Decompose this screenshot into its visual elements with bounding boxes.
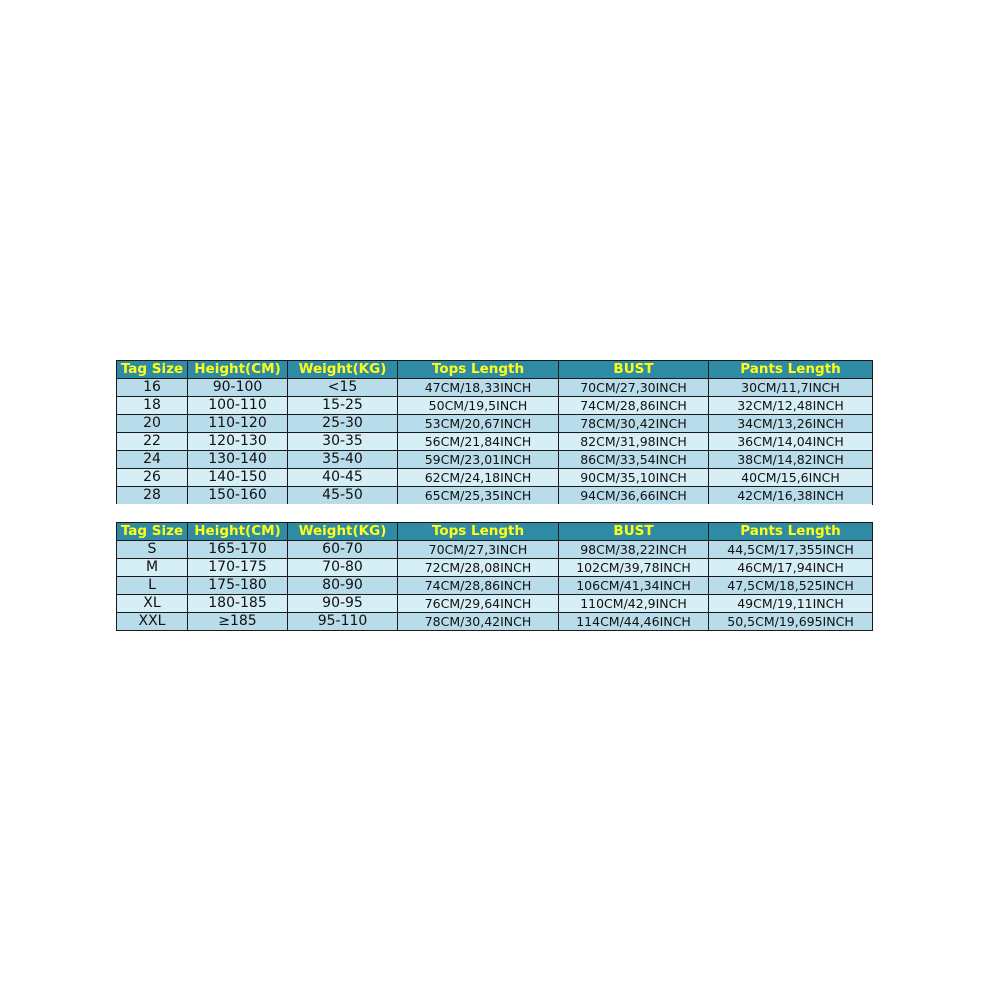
tops-length-cell: 59CM/23,01INCH [398,451,559,469]
column-header-tag-size: Tag Size [117,523,188,541]
column-header-bust: BUST [559,361,709,379]
height-cell: 100-110 [188,397,288,415]
bust-cell: 98CM/38,22INCH [559,541,709,559]
column-header-tops-length: Tops Length [398,523,559,541]
table-row [117,487,873,505]
tops-length-cell: 72CM/28,08INCH [398,559,559,577]
table-row [117,541,873,559]
pants-length-cell: 38CM/14,82INCH [709,451,873,469]
table-row [117,595,873,613]
table-row [117,559,873,577]
weight-cell: 45-50 [288,487,398,505]
tag-size-cell: L [117,577,188,595]
height-cell: ≥185 [188,613,288,631]
weight-cell: 90-95 [288,595,398,613]
tag-size-cell: 26 [117,469,188,487]
tag-size-cell: 28 [117,487,188,505]
table-row [117,379,873,397]
pants-length-cell: 42CM/16,38INCH [709,487,873,505]
kids-size-chart-table [116,360,873,505]
bust-cell: 74CM/28,86INCH [559,397,709,415]
column-header-weight: Weight(KG) [288,361,398,379]
tops-length-cell: 65CM/25,35INCH [398,487,559,505]
weight-cell: 15-25 [288,397,398,415]
tops-length-cell: 47CM/18,33INCH [398,379,559,397]
column-header-tag-size: Tag Size [117,361,188,379]
tag-size-cell: XXL [117,613,188,631]
tops-length-cell: 76CM/29,64INCH [398,595,559,613]
table-header-row [117,361,873,379]
weight-cell: 35-40 [288,451,398,469]
height-cell: 140-150 [188,469,288,487]
height-cell: 90-100 [188,379,288,397]
pants-length-cell: 49CM/19,11INCH [709,595,873,613]
table-row [117,397,873,415]
table-row [117,415,873,433]
tops-length-cell: 53CM/20,67INCH [398,415,559,433]
table-row [117,469,873,487]
bust-cell: 86CM/33,54INCH [559,451,709,469]
tag-size-cell: 16 [117,379,188,397]
pants-length-cell: 40CM/15,6INCH [709,469,873,487]
weight-cell: 95-110 [288,613,398,631]
pants-length-cell: 32CM/12,48INCH [709,397,873,415]
bust-cell: 82CM/31,98INCH [559,433,709,451]
bust-cell: 90CM/35,10INCH [559,469,709,487]
weight-cell: 60-70 [288,541,398,559]
weight-cell: <15 [288,379,398,397]
tops-length-cell: 70CM/27,3INCH [398,541,559,559]
column-header-height: Height(CM) [188,361,288,379]
table-row [117,613,873,631]
tag-size-cell: 22 [117,433,188,451]
weight-cell: 40-45 [288,469,398,487]
tops-length-cell: 74CM/28,86INCH [398,577,559,595]
tag-size-cell: 24 [117,451,188,469]
weight-cell: 25-30 [288,415,398,433]
height-cell: 110-120 [188,415,288,433]
adult-size-chart-table [116,522,873,631]
column-header-height: Height(CM) [188,523,288,541]
column-header-pants-length: Pants Length [709,361,873,379]
bust-cell: 114CM/44,46INCH [559,613,709,631]
tops-length-cell: 50CM/19,5INCH [398,397,559,415]
weight-cell: 70-80 [288,559,398,577]
bust-cell: 110CM/42,9INCH [559,595,709,613]
pants-length-cell: 46CM/17,94INCH [709,559,873,577]
pants-length-cell: 30CM/11,7INCH [709,379,873,397]
tag-size-cell: M [117,559,188,577]
table-header-row [117,523,873,541]
table-separator [116,504,872,522]
column-header-bust: BUST [559,523,709,541]
column-header-pants-length: Pants Length [709,523,873,541]
tops-length-cell: 62CM/24,18INCH [398,469,559,487]
height-cell: 130-140 [188,451,288,469]
bust-cell: 106CM/41,34INCH [559,577,709,595]
pants-length-cell: 34CM/13,26INCH [709,415,873,433]
table-row [117,451,873,469]
pants-length-cell: 44,5CM/17,355INCH [709,541,873,559]
bust-cell: 94CM/36,66INCH [559,487,709,505]
height-cell: 175-180 [188,577,288,595]
height-cell: 170-175 [188,559,288,577]
tag-size-cell: S [117,541,188,559]
height-cell: 165-170 [188,541,288,559]
column-header-tops-length: Tops Length [398,361,559,379]
weight-cell: 30-35 [288,433,398,451]
height-cell: 150-160 [188,487,288,505]
pants-length-cell: 47,5CM/18,525INCH [709,577,873,595]
tag-size-cell: XL [117,595,188,613]
bust-cell: 102CM/39,78INCH [559,559,709,577]
pants-length-cell: 36CM/14,04INCH [709,433,873,451]
table-row [117,577,873,595]
bust-cell: 78CM/30,42INCH [559,415,709,433]
weight-cell: 80-90 [288,577,398,595]
table-row [117,433,873,451]
tops-length-cell: 56CM/21,84INCH [398,433,559,451]
height-cell: 120-130 [188,433,288,451]
tag-size-cell: 18 [117,397,188,415]
column-header-weight: Weight(KG) [288,523,398,541]
pants-length-cell: 50,5CM/19,695INCH [709,613,873,631]
bust-cell: 70CM/27,30INCH [559,379,709,397]
height-cell: 180-185 [188,595,288,613]
tops-length-cell: 78CM/30,42INCH [398,613,559,631]
tag-size-cell: 20 [117,415,188,433]
